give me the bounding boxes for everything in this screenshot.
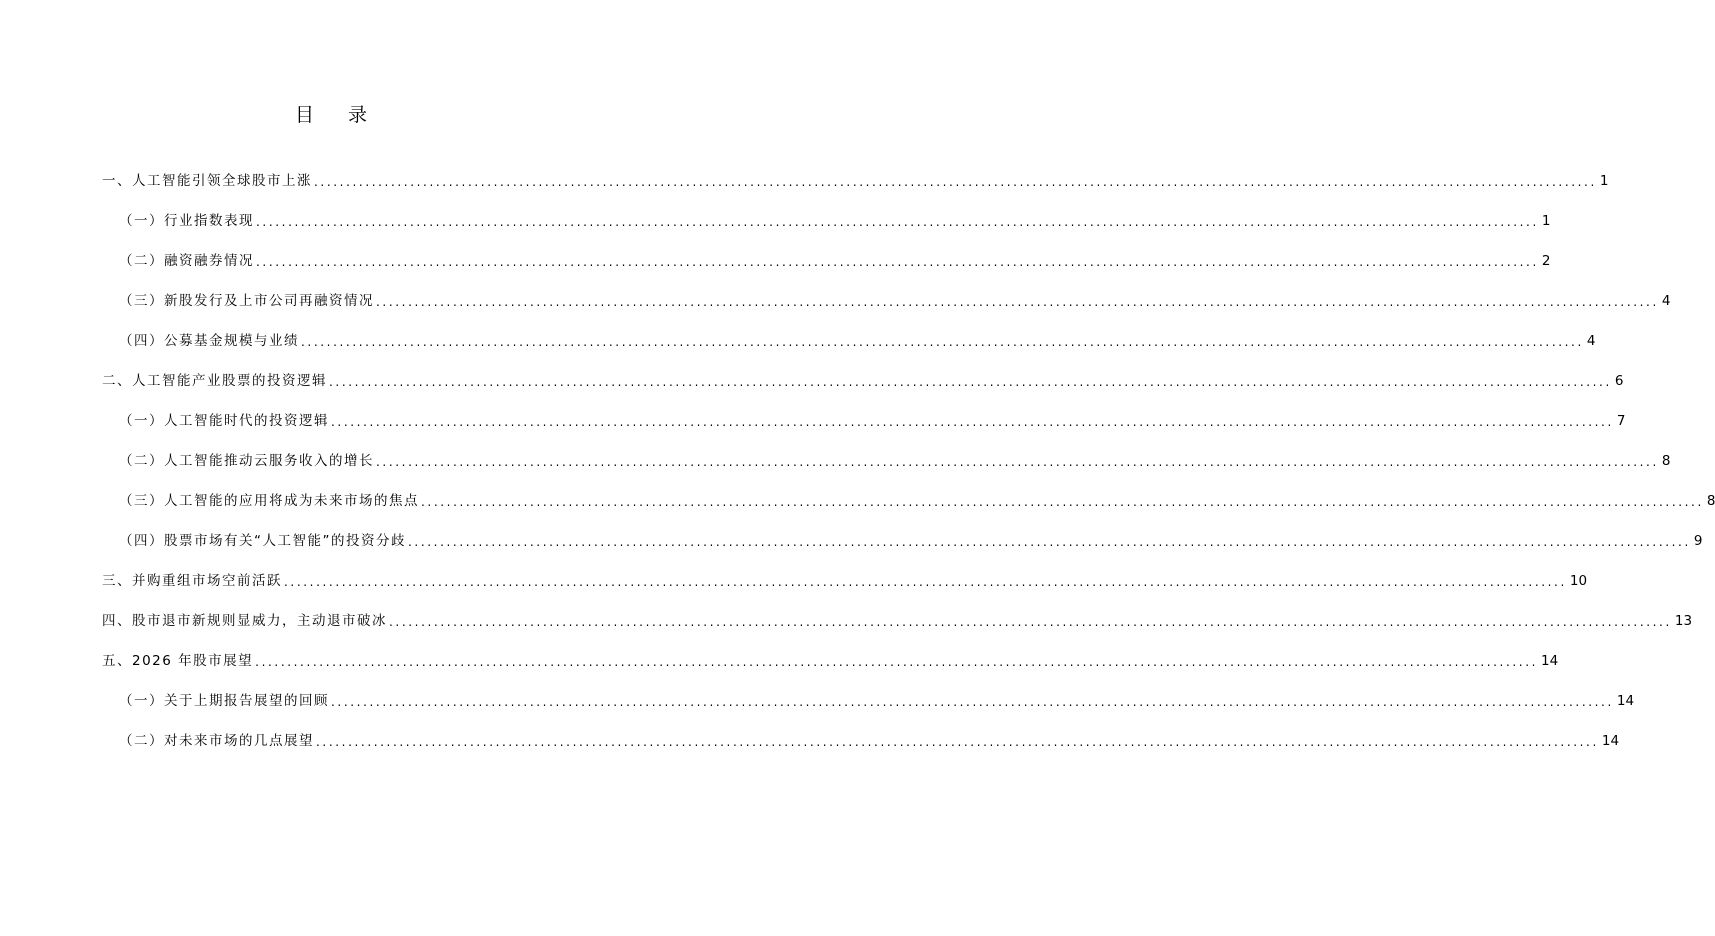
toc-entry-page: 13 [1674, 613, 1693, 629]
toc-leader-dots: ........................................................................................................................................................................................................ [316, 735, 1599, 749]
toc-entry-page: 10 [1569, 573, 1588, 589]
toc-entry-label: （二）人工智能推动云服务收入的增长 [119, 453, 374, 469]
toc-entry-label: （二）融资融券情况 [119, 253, 254, 269]
toc-leader-dots: ........................................................................................................................................................................................................ [256, 255, 1539, 269]
toc-entry-label: （一）关于上期报告展望的回顾 [119, 693, 329, 709]
toc-entry-label: 四、股市退市新规则显威力，主动退市破冰 [102, 613, 387, 629]
toc-entry-page: 1 [1541, 213, 1551, 229]
toc-entry-page: 7 [1616, 413, 1626, 429]
toc-entry-label: （三）新股发行及上市公司再融资情况 [119, 293, 374, 309]
toc-entry[interactable] [102, 570, 1588, 592]
toc-leader-dots: ........................................................................................................................................................................................................ [421, 495, 1704, 509]
toc-entry-page: 14 [1541, 653, 1559, 669]
toc-leader-dots: ........................................................................................................................................................................................................ [408, 535, 1691, 549]
toc-entry-label: 三、并购重组市场空前活跃 [102, 573, 282, 589]
toc-entry-page: 14 [1601, 733, 1620, 749]
toc-entry-page: 9 [1693, 533, 1703, 549]
toc-entry[interactable] [119, 730, 1620, 752]
toc-entry[interactable] [119, 410, 1626, 432]
toc-entry[interactable] [119, 250, 1551, 272]
toc-entry-page: 6 [1614, 373, 1624, 389]
toc-entry-label: （二）对未来市场的几点展望 [119, 733, 314, 749]
toc-leader-dots: ........................................................................................................................................................................................................ [301, 335, 1584, 349]
toc-entry[interactable] [119, 530, 1703, 552]
toc-leader-dots: ........................................................................................................................................................................................................ [314, 175, 1597, 189]
toc-entry-page: 2 [1541, 253, 1551, 269]
toc-entry-page: 14 [1616, 693, 1635, 709]
toc-entry-page: 8 [1661, 453, 1671, 469]
toc-entry-page: 4 [1661, 293, 1671, 309]
toc-entry-label: （三）人工智能的应用将成为未来市场的焦点 [119, 493, 419, 509]
toc-leader-dots: ........................................................................................................................................................................................................ [389, 615, 1672, 629]
toc-leader-dots: ........................................................................................................................................................................................................ [376, 295, 1659, 309]
toc-leader-dots: ........................................................................................................................................................................................................ [255, 655, 1539, 669]
toc-entry[interactable] [119, 330, 1596, 352]
toc-entry[interactable] [102, 650, 1559, 672]
toc-entry[interactable] [119, 210, 1551, 232]
toc-entry-label: （四）公募基金规模与业绩 [119, 333, 299, 349]
page-title: 目 录 [294, 104, 382, 126]
toc-leader-dots: ........................................................................................................................................................................................................ [331, 415, 1614, 429]
toc-entry-label: （一）行业指数表现 [119, 213, 254, 229]
toc-entry[interactable] [102, 370, 1624, 392]
toc-entry[interactable] [102, 610, 1693, 632]
toc-entry-label: 一、人工智能引领全球股市上涨 [102, 173, 312, 189]
toc-entry[interactable] [119, 490, 1715, 512]
toc-entry-page: 4 [1586, 333, 1596, 349]
toc-entry[interactable] [119, 450, 1671, 472]
toc-entry[interactable] [119, 290, 1671, 312]
toc-entry-label: 二、人工智能产业股票的投资逻辑 [102, 373, 327, 389]
toc-leader-dots: ........................................................................................................................................................................................................ [284, 575, 1567, 589]
toc-entry-label: （一）人工智能时代的投资逻辑 [119, 413, 329, 429]
toc-entry[interactable] [119, 690, 1635, 712]
toc-entry-label: 五、2026 年股市展望 [102, 653, 254, 669]
toc-entry-page: 1 [1599, 173, 1609, 189]
toc-leader-dots: ........................................................................................................................................................................................................ [331, 695, 1614, 709]
toc-entry-label: （四）股票市场有关“人工智能”的投资分歧 [119, 533, 406, 549]
toc-leader-dots: ........................................................................................................................................................................................................ [256, 215, 1539, 229]
toc-leader-dots: ........................................................................................................................................................................................................ [376, 455, 1659, 469]
toc-entry[interactable] [102, 170, 1609, 192]
toc-entry-page: 8 [1706, 493, 1715, 509]
toc-leader-dots: ........................................................................................................................................................................................................ [329, 375, 1612, 389]
